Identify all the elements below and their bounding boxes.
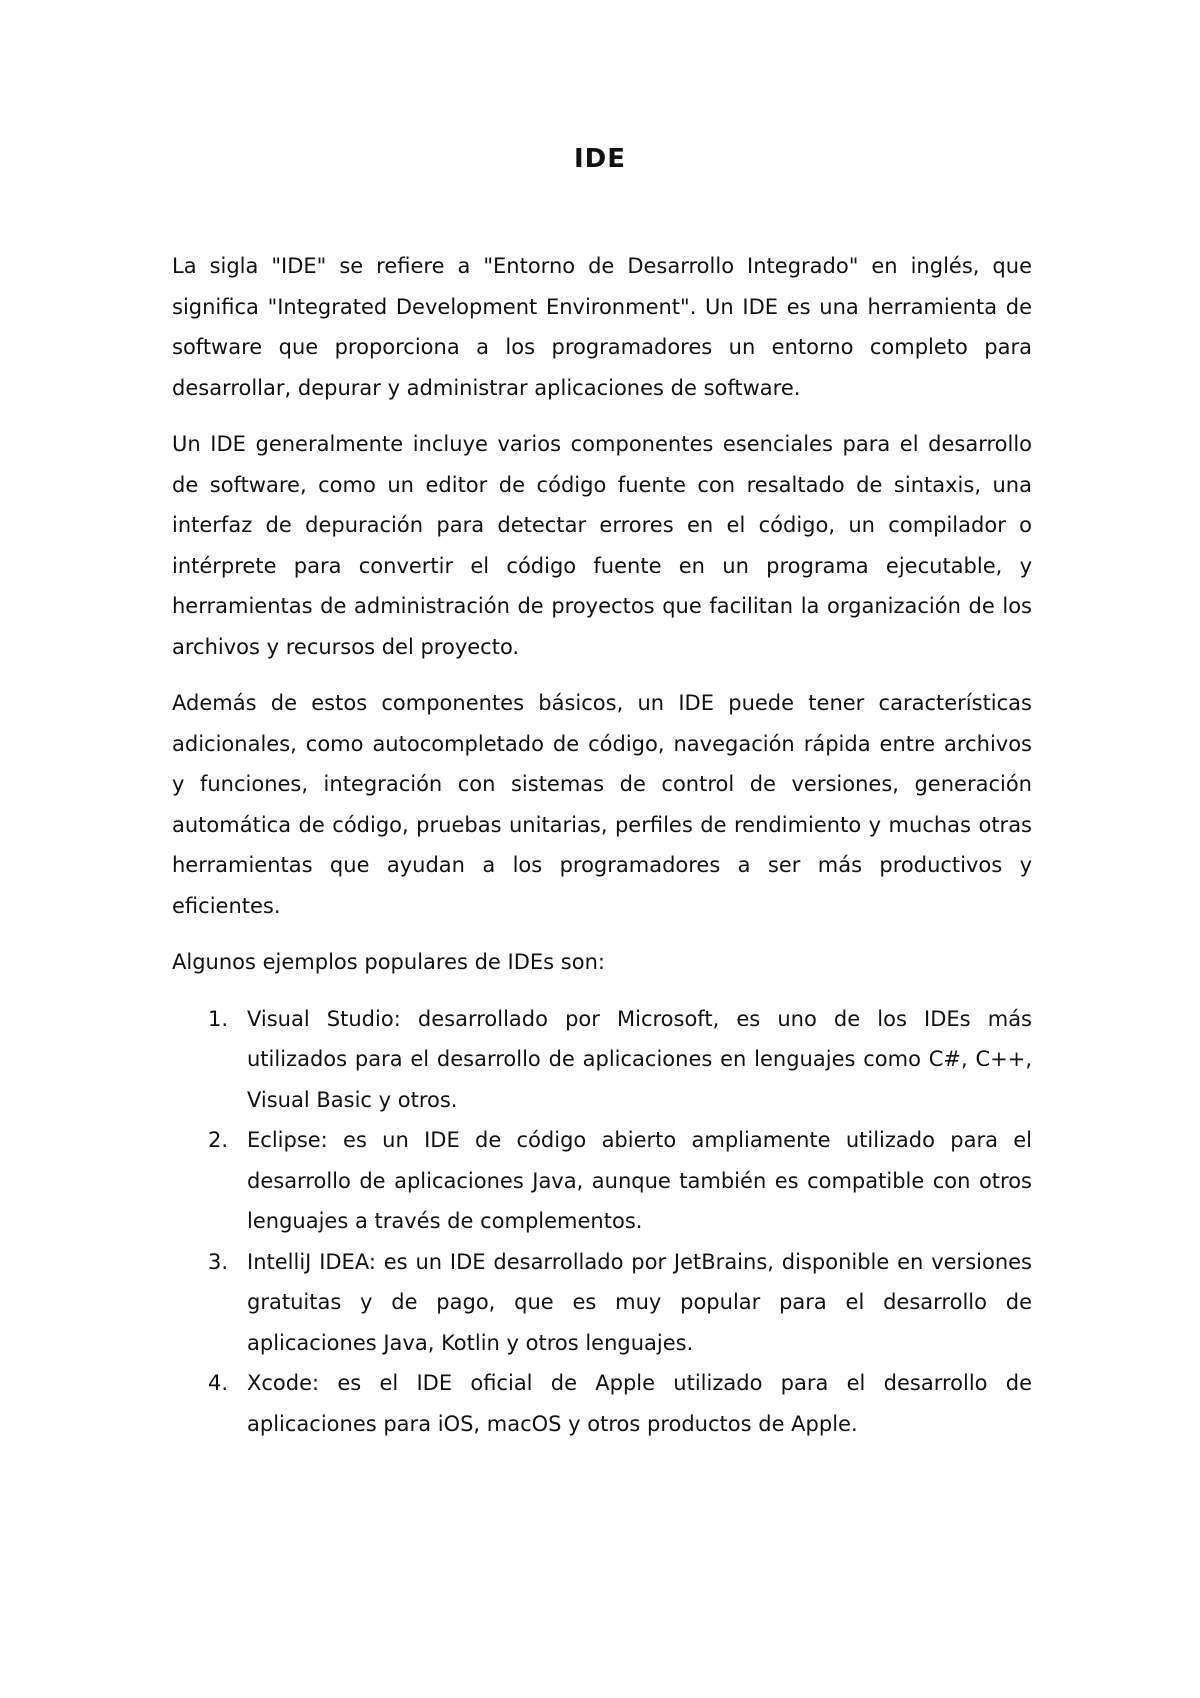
list-item (172, 1120, 1032, 1242)
list-item-text: Visual Studio: desarrollado por Microsoft, es uno de los IDEs más utilizados para el desarrollo de aplicaciones en lenguajes como C#, C++, Visual Basic y otros. (247, 1006, 1032, 1112)
list-item (172, 1363, 1032, 1444)
list-item-text: Eclipse: es un IDE de código abierto ampliamente utilizado para el desarrollo de aplicaciones Java, aunque también es compatible con otros lenguajes a través de complementos. (247, 1128, 1032, 1233)
paragraph-definition: La sigla "IDE" se refiere a "Entorno de Desarrollo Integrado" en inglés, que significa "Integrated Development Environment". Un IDE es una herramienta de software que proporciona a los programadores un entorno completo para desarrollar, depurar y administrar aplicaciones de software. (172, 254, 1032, 400)
list-item-number: 1. (208, 1006, 229, 1031)
document-body (172, 246, 1032, 1444)
list-intro: Algunos ejemplos populares de IDEs son: (172, 950, 605, 974)
examples-list (172, 999, 1032, 1445)
list-item (172, 999, 1032, 1121)
list-item-number: 4. (208, 1371, 229, 1395)
list-item-number: 2. (208, 1128, 229, 1152)
list-item-text: IntelliJ IDEA: es un IDE desarrollado por JetBrains, disponible en versiones gratuitas y de pago, que es muy popular para el desarrollo de aplicaciones Java, Kotlin y otros lenguajes. (247, 1249, 1032, 1355)
list-item-number: 3. (208, 1249, 229, 1274)
paragraph-components: Un IDE generalmente incluye varios componentes esenciales para el desarrollo de software, como un editor de código fuente con resaltado de sintaxis, una interfaz de depuración para detectar errores en el código, un compilador o intérprete para convertir el código fuente en un programa ejecutable, y herramientas de administración de proyectos que facilitan la organización de los archivos y recursos del proyecto. (172, 432, 1032, 659)
paragraph-features: Además de estos componentes básicos, un IDE puede tener características adicionales, como autocompletado de código, navegación rápida entre archivos y funciones, integración con sistemas de control de versiones, generación automática de código, pruebas unitarias, perfiles de rendimiento y muchas otras herramientas que ayudan a los programadores a ser más productivos y eficientes. (172, 691, 1032, 918)
document-title: IDE (573, 144, 627, 174)
list-item-text: Xcode: es el IDE oficial de Apple utilizado para el desarrollo de aplicaciones para iOS, macOS y otros productos de Apple. (247, 1371, 1032, 1436)
list-item (172, 1242, 1032, 1364)
